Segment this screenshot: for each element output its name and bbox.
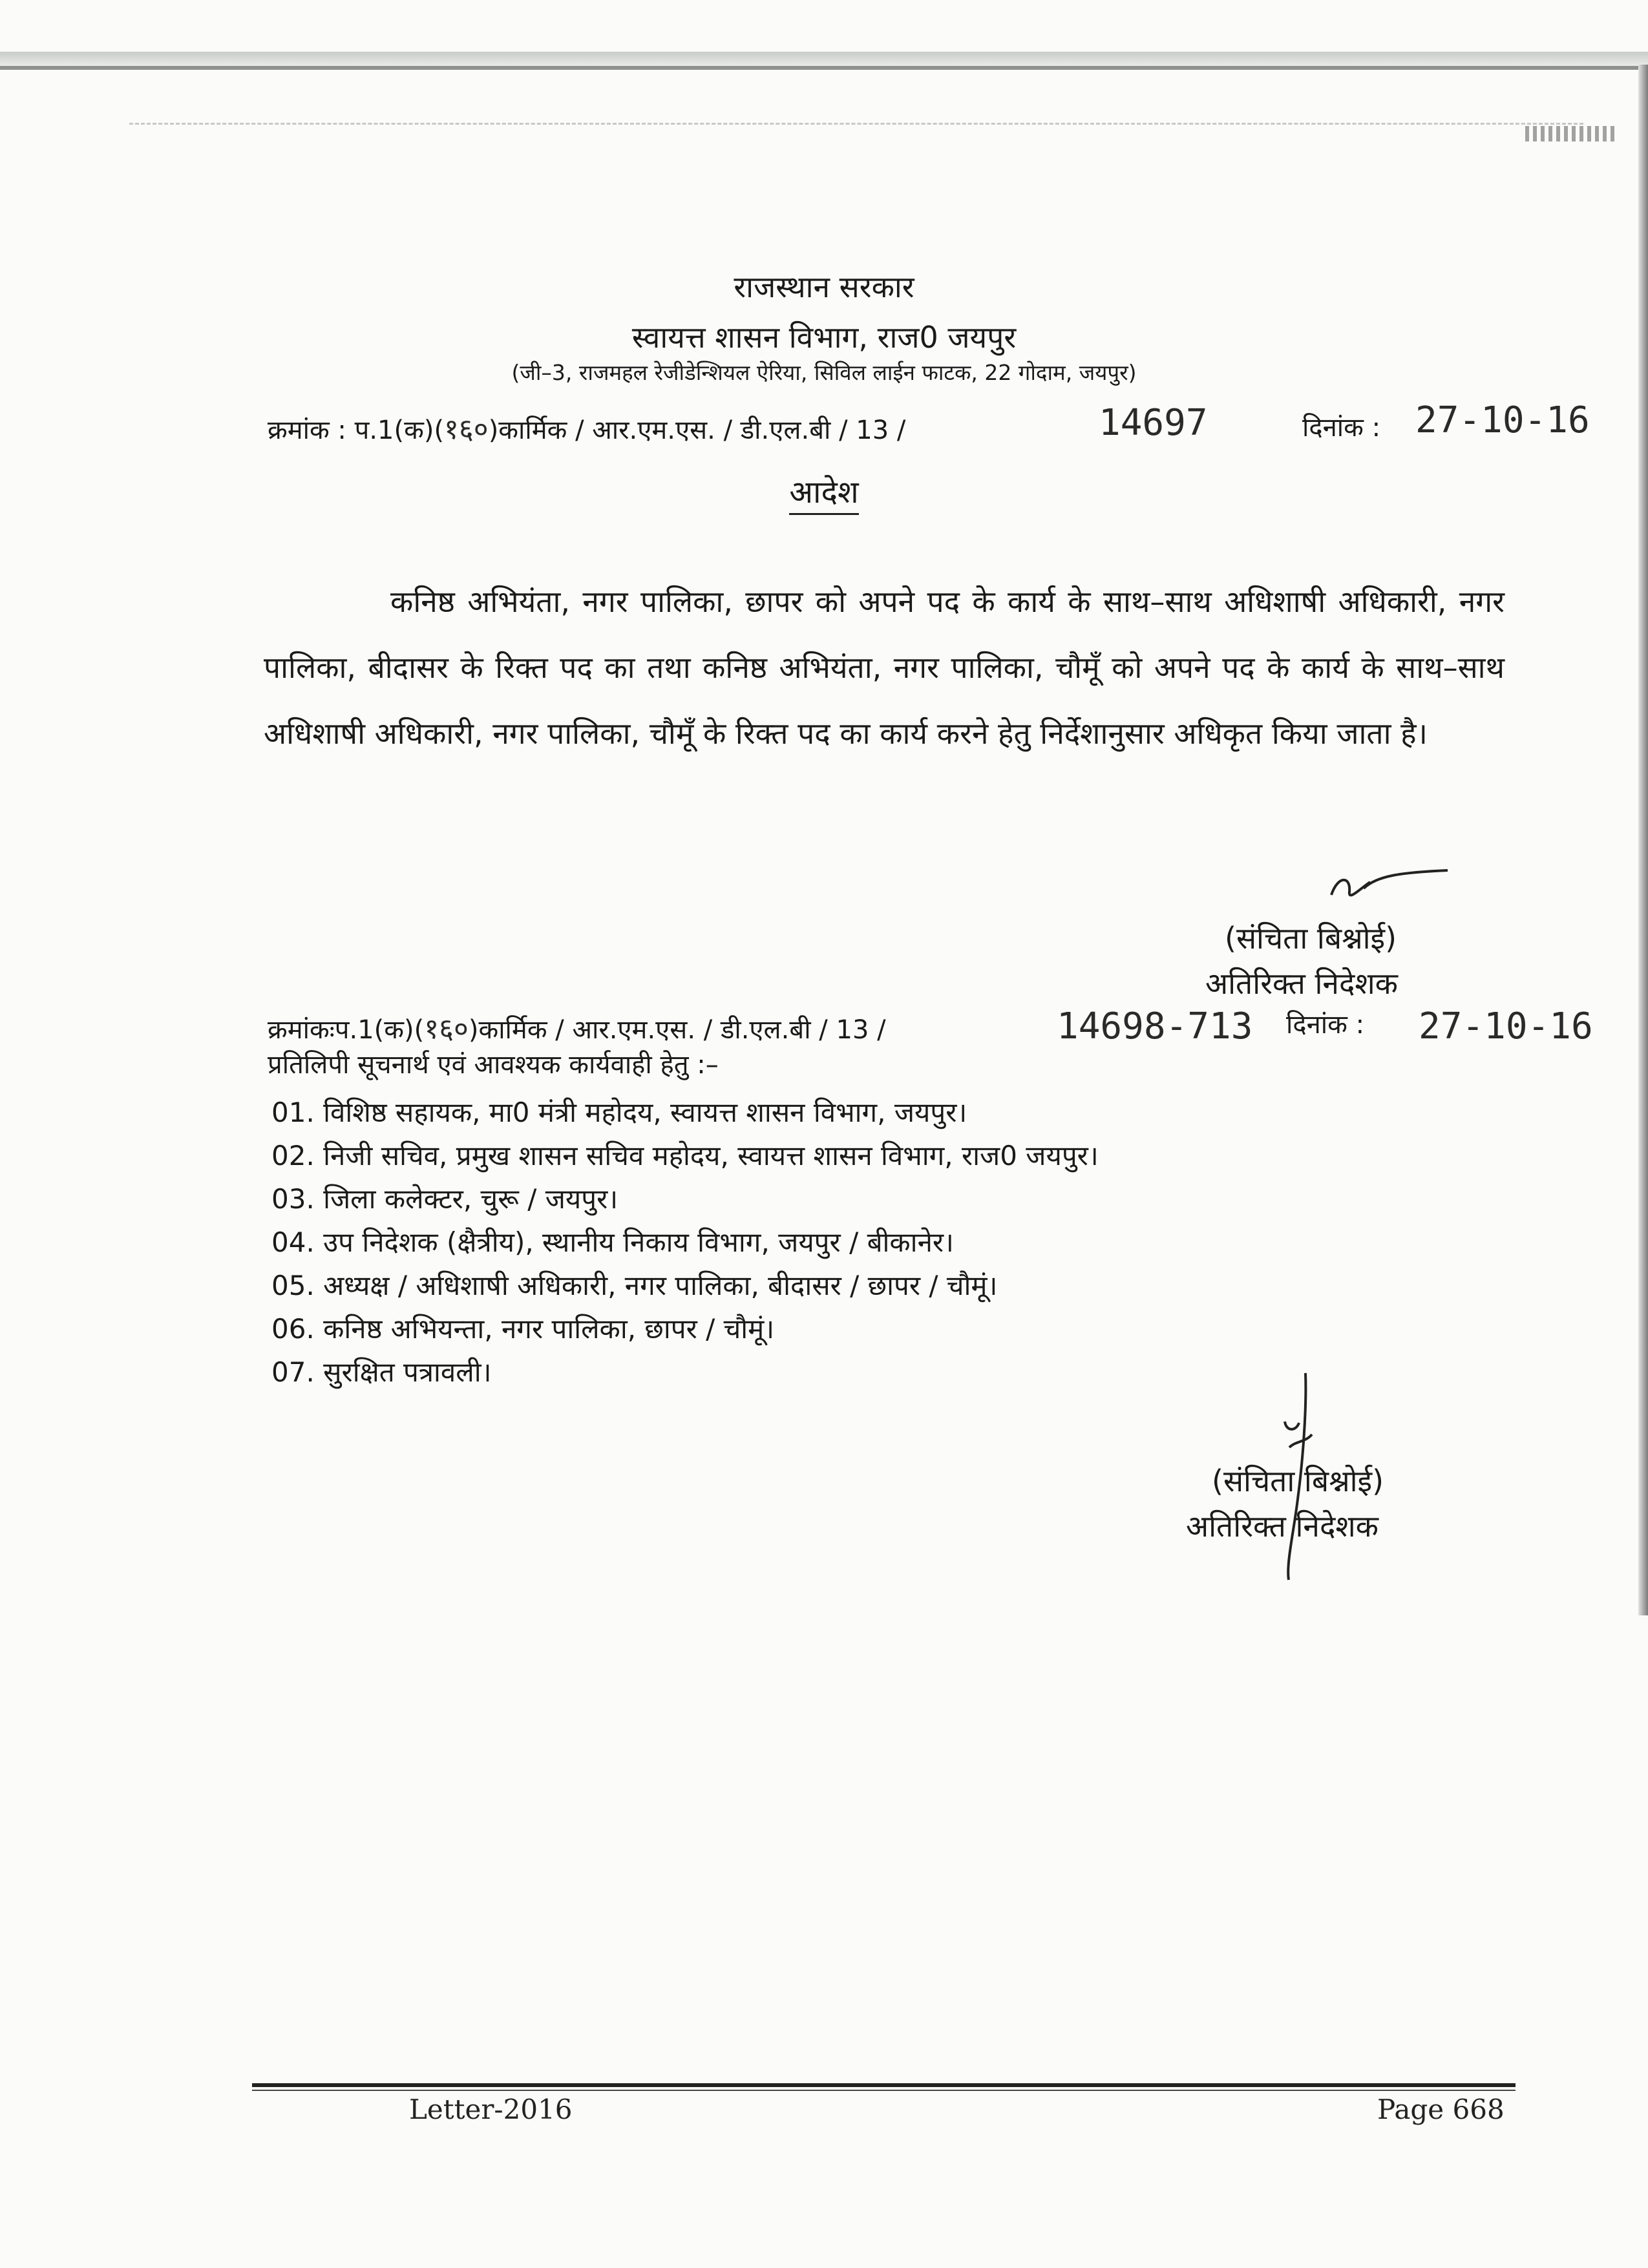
- scan-top-band: [0, 52, 1648, 66]
- order-title: आदेश: [0, 470, 1648, 512]
- signatory-name-1: (संचिता बिश्नोई): [1225, 921, 1397, 956]
- order-body: कनिष्ठ अभियंता, नगर पालिका, छापर को अपने पद के कार्य के साथ–साथ अधिशाषी अधिकारी, नगर पालिका, बीदासर के रिक्त पद का तथा कनिष्ठ अभियंता, नगर पालिका, चौमूँ को अपने पद के कार्य के साथ–साथ अधिशाषी अधिकारी, नगर पालिका, चौमूँ के रिक्त पद का कार्य करने हेतु निर्देशानुसार अधिकृत किया जाता है।: [264, 584, 1505, 751]
- list-item: 02. निजी सचिव, प्रमुख शासन सचिव महोदय, स्वायत्त शासन विभाग, राज0 जयपुर।: [271, 1140, 1099, 1171]
- handwritten-copy-date: 27-10-16: [1419, 1005, 1593, 1047]
- handwritten-date: 27-10-16: [1415, 399, 1590, 441]
- handwritten-dispatch-range: 14698-713: [1057, 1005, 1253, 1047]
- signatory-designation-1: अतिरिक्त निदेशक: [1205, 966, 1398, 1001]
- list-item: 07. सुरक्षित पत्रावली।: [271, 1356, 492, 1388]
- handwritten-file-number: १६०: [444, 413, 489, 446]
- department-address: (जी–3, राजमहल रेजीडेन्शियल ऐरिया, सिविल लाईन फाटक, 22 गोदाम, जयपुर): [511, 360, 1137, 385]
- page-number: Page 668: [1377, 2094, 1505, 2125]
- footer-rule-thin: [252, 2090, 1516, 2091]
- list-item: 01. विशिष्ठ सहायक, मा0 मंत्री महोदय, स्वायत्त शासन विभाग, जयपुर।: [271, 1097, 967, 1128]
- signatory-name-2: (संचिता बिश्नोई): [1212, 1464, 1384, 1498]
- copy-date-label: दिनांक :: [1286, 1010, 1365, 1040]
- department-heading: स्वायत्त शासन विभाग, राज0 जयपुर: [631, 320, 1017, 355]
- footer-left: Letter-2016: [409, 2094, 573, 2125]
- signatory-designation-2: अतिरिक्त निदेशक: [1186, 1509, 1379, 1544]
- handwritten-file-number-2: १६०: [424, 1013, 469, 1045]
- handwritten-dispatch-number: 14697: [1099, 402, 1208, 444]
- scan-faint-line: [129, 123, 1583, 125]
- list-item: 04. उप निदेशक (क्षैत्रीय), स्थानीय निकाय विभाग, जयपुर / बीकानेर।: [271, 1226, 954, 1258]
- date-label: दिनांक :: [1302, 413, 1381, 443]
- signature-1: [1325, 863, 1454, 908]
- list-item: 06. कनिष्ठ अभियन्ता, नगर पालिका, छापर / चौमूं।: [271, 1313, 775, 1345]
- copy-intro: प्रतिलिपी सूचनार्थ एवं आवश्यक कार्यवाही हेतु :–: [268, 1050, 719, 1080]
- scan-top-shadow: [0, 66, 1648, 70]
- government-heading: राजस्थान सरकार: [734, 269, 914, 304]
- list-item: 05. अध्यक्ष / अधिशाषी अधिकारी, नगर पालिका, बीदासर / छापर / चौमूं।: [271, 1270, 998, 1301]
- copy-list: [271, 1093, 1099, 1396]
- scan-mark: [1525, 126, 1616, 142]
- footer-rule: [252, 2083, 1516, 2087]
- list-item: 03. जिला कलेक्टर, चुरू / जयपुर।: [271, 1183, 618, 1215]
- reference-number: क्रमांक : प.1(क)(१६०)कार्मिक / आर.एम.एस. / डी.एल.बी / 13 /: [268, 413, 906, 446]
- copy-reference-number: क्रमांकःप.1(क)(१६०)कार्मिक / आर.एम.एस. / डी.एल.बी / 13 /: [268, 1013, 886, 1045]
